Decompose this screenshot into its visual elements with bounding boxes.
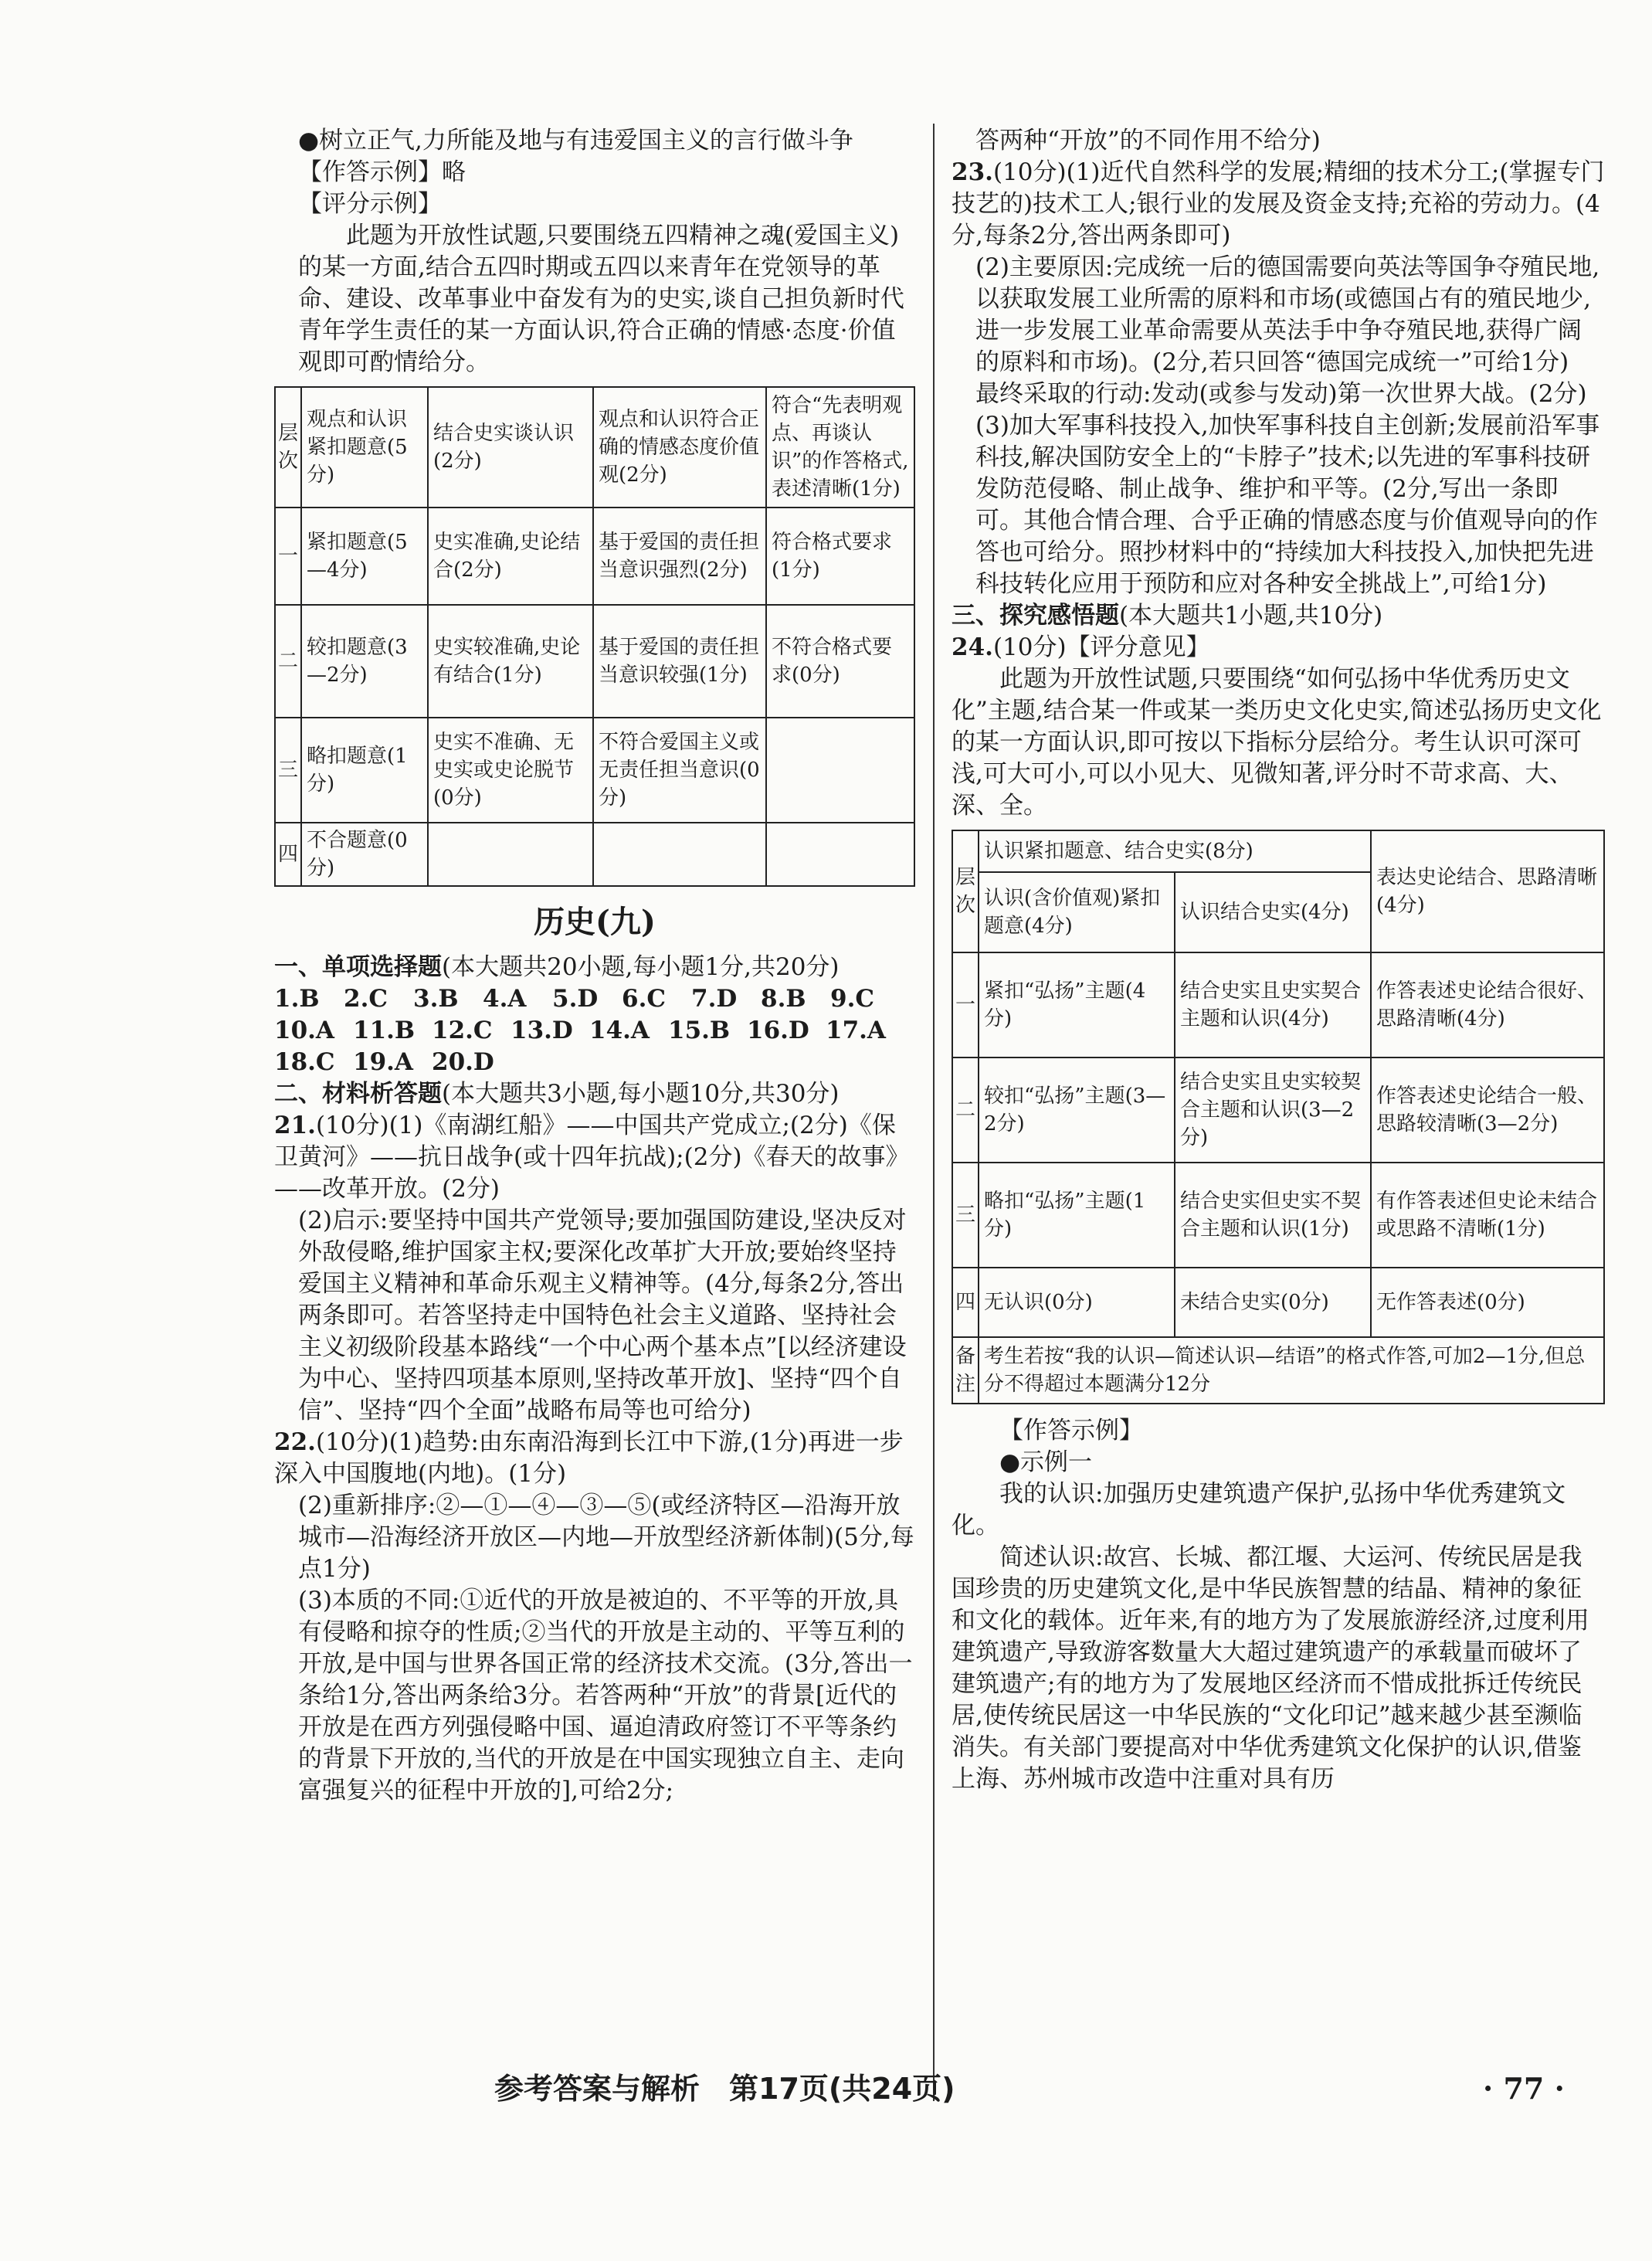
- table-cell: 三: [275, 718, 301, 823]
- table-cell: [766, 823, 914, 886]
- answer-item: 14.A: [589, 1017, 650, 1044]
- answer-text: (3)加大军事科技投入,加快军事科技自主创新;发展前沿军事科技,解决国防安全上的“卡脖子”技术;以先进的军事科技研发防范侵略、制止战争、维护和平等。(2分,写出一条即可。其他合情合理、合乎正确的情感态度与价值观导向的作答也可给分。照抄材料中的“持续加大科技投入,加快把先进科技转化应用于预防和应对各种安全挑战上”,可给1分): [975, 412, 1600, 598]
- answer-text: (10分)(1)近代自然科学的发展;精细的技术分工;(掌握专门技艺的)技术工人;银行业的发展及资金支持;充裕的劳动力。(4分,每条2分,答出两条即可): [952, 158, 1605, 250]
- table-cell: 二: [952, 1058, 979, 1163]
- answer-item: 17.A: [826, 1017, 886, 1044]
- answer-text: (10分)(1)趋势:由东南沿海到长江中下游,(1分)再进一步深入中国腹地(内地)。(1分): [274, 1428, 904, 1488]
- table-note-row: [952, 1337, 1604, 1404]
- table-cell: [428, 823, 593, 886]
- answer-item: 1.B: [274, 985, 320, 1013]
- page-number: · 77 ·: [1483, 2071, 1565, 2106]
- table-cell: 作答表述史论结合一般、思路较清晰(3—2分): [1371, 1058, 1604, 1163]
- answer-text: (10分)【评分意见】: [992, 633, 1210, 661]
- table-row: [275, 605, 914, 718]
- section-heading: 二、材料析答题: [274, 1080, 442, 1108]
- table-cell: 符合“先表明观点、再谈认识”的作答格式,表述清晰(1分): [766, 387, 914, 508]
- answer-item: 8.B: [761, 985, 806, 1013]
- scoring-table-2: [952, 830, 1605, 1404]
- scoring-label: 【评分示例】: [298, 190, 442, 218]
- table-cell: 三: [952, 1163, 979, 1268]
- answer-text: (2)启示:要坚持中国共产党领导;要加强国防建设,坚决反对外敌侵略,维护国家主权;要深化改革扩大开放;要始终坚持爱国主义精神和革命乐观主义精神等。(4分,每条2分,答出两条即可。若答坚持走中国特色社会主义道路、坚持社会主义初级阶段基本路线“一个中心两个基本点”[以经济建设为中心、坚持四项基本原则,坚持改革开放]、坚持“四个自信”、坚持“四个全面”战略布局等也可给分): [298, 1207, 907, 1424]
- scoring-table-1: [274, 386, 915, 887]
- example-label: 【作答示例】: [999, 1417, 1143, 1445]
- example-text: 简述认识:故宫、长城、都江堰、大运河、传统民居是我国珍贵的历史建筑文化,是中华民族智慧的结晶、精神的象征和文化的载体。近年来,有的地方为了发展旅游经济,过度利用建筑遗产,导致游客数量大大超过建筑遗产的承载量而破坏了建筑遗产;有的地方为了发展地区经济而不惜成批拆迁传统民居,使传统民居这一中华民族的“文化印记”越来越少甚至濒临消失。有关部门要提高对中华优秀建筑文化保护的认识,借鉴上海、苏州城市改造中注重对具有历: [952, 1543, 1589, 1793]
- answer-text: (2)主要原因:完成统一后的德国需要向英法等国争夺殖民地,以获取发展工业所需的原料和市场(或德国占有的殖民地少,进一步发展工业革命需要从英法手中争夺殖民地,获得广阔的原料和市场)。(2分,若只回答“德国完成统一”可给1分): [975, 253, 1600, 376]
- table-cell: 备注: [952, 1337, 979, 1404]
- table-cell: 不合题意(0分): [301, 823, 428, 886]
- table-cell: 无认识(0分): [979, 1268, 1175, 1337]
- answer-item: 4.A: [483, 985, 527, 1013]
- table-cell: 不符合爱国主义或无责任担当意识(0分): [593, 718, 766, 823]
- table-cell: 略扣“弘扬”主题(1分): [979, 1163, 1175, 1268]
- table-header-row: [952, 830, 1604, 872]
- intro-bullet: ●树立正气,力所能及地与有违爱国主义的言行做斗争: [298, 127, 853, 154]
- answer-item: 6.C: [622, 985, 667, 1013]
- table-cell: 表达史论结合、思路清晰(4分): [1371, 830, 1604, 952]
- question-number: 23.: [952, 158, 993, 186]
- example-text: 我的认识:加强历史建筑遗产保护,弘扬中华优秀建筑文化。: [952, 1480, 1566, 1540]
- table-cell: 观点和认识紧扣题意(5分): [301, 387, 428, 508]
- table-cell: 基于爱国的责任担当意识强烈(2分): [593, 508, 766, 605]
- section-title: 历史(九): [534, 904, 656, 940]
- answer-item: 10.A: [274, 1017, 334, 1044]
- answer-item: 5.D: [552, 985, 599, 1013]
- answer-text: 此题为开放性试题,只要围绕“如何弘扬中华优秀历史文化”主题,结合某一件或某一类历史文化史实,简述弘扬历史文化的某一方面认识,即可按以下指标分层给分。考生认识可深可浅,可大可小,可以小见大、见微知著,评分时不苛求高、大、深、全。: [952, 665, 1602, 820]
- table-cell: 未结合史实(0分): [1175, 1268, 1371, 1337]
- table-cell: 认识紧扣题意、结合史实(8分): [979, 830, 1371, 872]
- table-cell: 史实不准确、无史实或史论脱节(0分): [428, 718, 593, 823]
- table-cell: 略扣题意(1分): [301, 718, 428, 823]
- table-row: [952, 1268, 1604, 1337]
- question-number: 22.: [274, 1428, 316, 1456]
- answer-item: 11.B: [353, 1017, 416, 1044]
- table-cell: [593, 823, 766, 886]
- table-cell: 作答表述史论结合很好、思路清晰(4分): [1371, 952, 1604, 1058]
- table-cell: 史实较准确,史论有结合(1分): [428, 605, 593, 718]
- left-column: [274, 125, 915, 1807]
- table-cell: 观点和认识符合正确的情感态度价值观(2分): [593, 387, 766, 508]
- table-cell: 层次: [952, 830, 979, 952]
- table-cell: 结合史实且史实较契合主题和认识(3—2分): [1175, 1058, 1371, 1163]
- answer-row: [274, 983, 915, 1015]
- table-row: [952, 1163, 1604, 1268]
- answer-text: (3)本质的不同:①近代的开放是被迫的、不平等的开放,具有侵略和掠夺的性质;②当代的开放是主动的、平等互利的开放,是中国与世界各国正常的经济技术交流。(3分,答出一条给1分,答出两条给3分。若答两种“开放”的背景[近代的开放是在西方列强侵略中国、逼迫清政府签订不平等条约的背景下开放的,当代的开放是在中国实现独立自主、走向富强复兴的征程中开放的],可给2分;: [298, 1587, 913, 1804]
- footer-title: 参考答案与解析 第17页(共24页): [494, 2072, 955, 2106]
- section-description: (本大题共1小题,共10分): [1119, 602, 1383, 630]
- question-number: 24.: [952, 633, 993, 661]
- table-cell: 无作答表述(0分): [1371, 1268, 1604, 1337]
- scoring-text: 此题为开放性试题,只要围绕五四精神之魂(爱国主义)的某一方面,结合五四时期或五四以来青年在党领导的革命、建设、改革事业中奋发有为的史实,谈自己担负新时代青年学生责任的某一方面认识,符合正确的情感·态度·价值观即可酌情给分。: [298, 222, 904, 376]
- section-heading: 一、单项选择题: [274, 953, 442, 981]
- answer-item: 19.A: [353, 1048, 413, 1076]
- section-description: (本大题共20小题,每小题1分,共20分): [442, 953, 840, 981]
- answer-item: 2.C: [344, 985, 388, 1013]
- table-header-row: [275, 387, 914, 508]
- answer-item: 9.C: [830, 985, 875, 1013]
- answer-item: 18.C: [274, 1048, 335, 1076]
- table-cell: 有作答表述但史论未结合或思路不清晰(1分): [1371, 1163, 1604, 1268]
- answer-key: [274, 983, 915, 1078]
- table-cell: 四: [952, 1268, 979, 1337]
- table-cell: 认识(含价值观)紧扣题意(4分): [979, 872, 1175, 952]
- table-cell: 层次: [275, 387, 301, 508]
- answer-row: [274, 1047, 915, 1078]
- section-heading: 三、探究感悟题: [952, 602, 1119, 630]
- table-cell: 一: [275, 508, 301, 605]
- table-row: [952, 952, 1604, 1058]
- table-cell: 较扣“弘扬”主题(3—2分): [979, 1058, 1175, 1163]
- table-cell: 不符合格式要求(0分): [766, 605, 914, 718]
- answer-item: 13.D: [511, 1017, 573, 1044]
- table-row: [275, 718, 914, 823]
- right-column: [952, 125, 1605, 1795]
- question-number: 21.: [274, 1112, 316, 1139]
- table-cell: 结合史实但史实不契合主题和认识(1分): [1175, 1163, 1371, 1268]
- table-cell: 基于爱国的责任担当意识较强(1分): [593, 605, 766, 718]
- answer-text: (2)重新排序:②—①—④—③—⑤(或经济特区—沿海开放城市—沿海经济开放区—内地—开放型经济新体制)(5分,每点1分): [298, 1492, 914, 1583]
- table-cell: 四: [275, 823, 301, 886]
- table-cell: [766, 718, 914, 823]
- answer-item: 16.D: [747, 1017, 809, 1044]
- answer-item: 15.B: [668, 1017, 731, 1044]
- table-cell: 较扣题意(3—2分): [301, 605, 428, 718]
- table-cell: 史实准确,史论结合(2分): [428, 508, 593, 605]
- answer-row: [274, 1015, 915, 1047]
- table-cell: 紧扣题意(5—4分): [301, 508, 428, 605]
- table-cell: 结合史实谈认识(2分): [428, 387, 593, 508]
- column-divider: [933, 124, 935, 2101]
- answer-text: (10分)(1)《南湖红船》——中国共产党成立;(2分)《保卫黄河》——抗日战争(或十四年抗战);(2分)《春天的故事》——改革开放。(2分): [274, 1112, 910, 1203]
- table-cell: 考生若按“我的认识—简述认识—结语”的格式作答,可加2—1分,但总分不得超过本题满分12分: [979, 1337, 1604, 1404]
- table-cell: 结合史实且史实契合主题和认识(4分): [1175, 952, 1371, 1058]
- table-cell: 紧扣“弘扬”主题(4分): [979, 952, 1175, 1058]
- example-label: 【作答示例】略: [298, 158, 466, 186]
- table-cell: 符合格式要求(1分): [766, 508, 914, 605]
- table-cell: 认识结合史实(4分): [1175, 872, 1371, 952]
- answer-item: 3.B: [413, 985, 459, 1013]
- table-row: [952, 1058, 1604, 1163]
- answer-item: 20.D: [432, 1048, 494, 1076]
- table-cell: 二: [275, 605, 301, 718]
- answer-item: 7.D: [691, 985, 738, 1013]
- answer-text: 最终采取的行动:发动(或参与发动)第一次世界大战。(2分): [975, 380, 1587, 408]
- section-description: (本大题共3小题,每小题10分,共30分): [442, 1080, 840, 1108]
- table-cell: 一: [952, 952, 979, 1058]
- answer-text: 答两种“开放”的不同作用不给分): [975, 127, 1321, 154]
- table-row: [275, 508, 914, 605]
- table-row: [275, 823, 914, 886]
- answer-item: 12.C: [432, 1017, 493, 1044]
- example-subheading: ●示例一: [999, 1448, 1093, 1476]
